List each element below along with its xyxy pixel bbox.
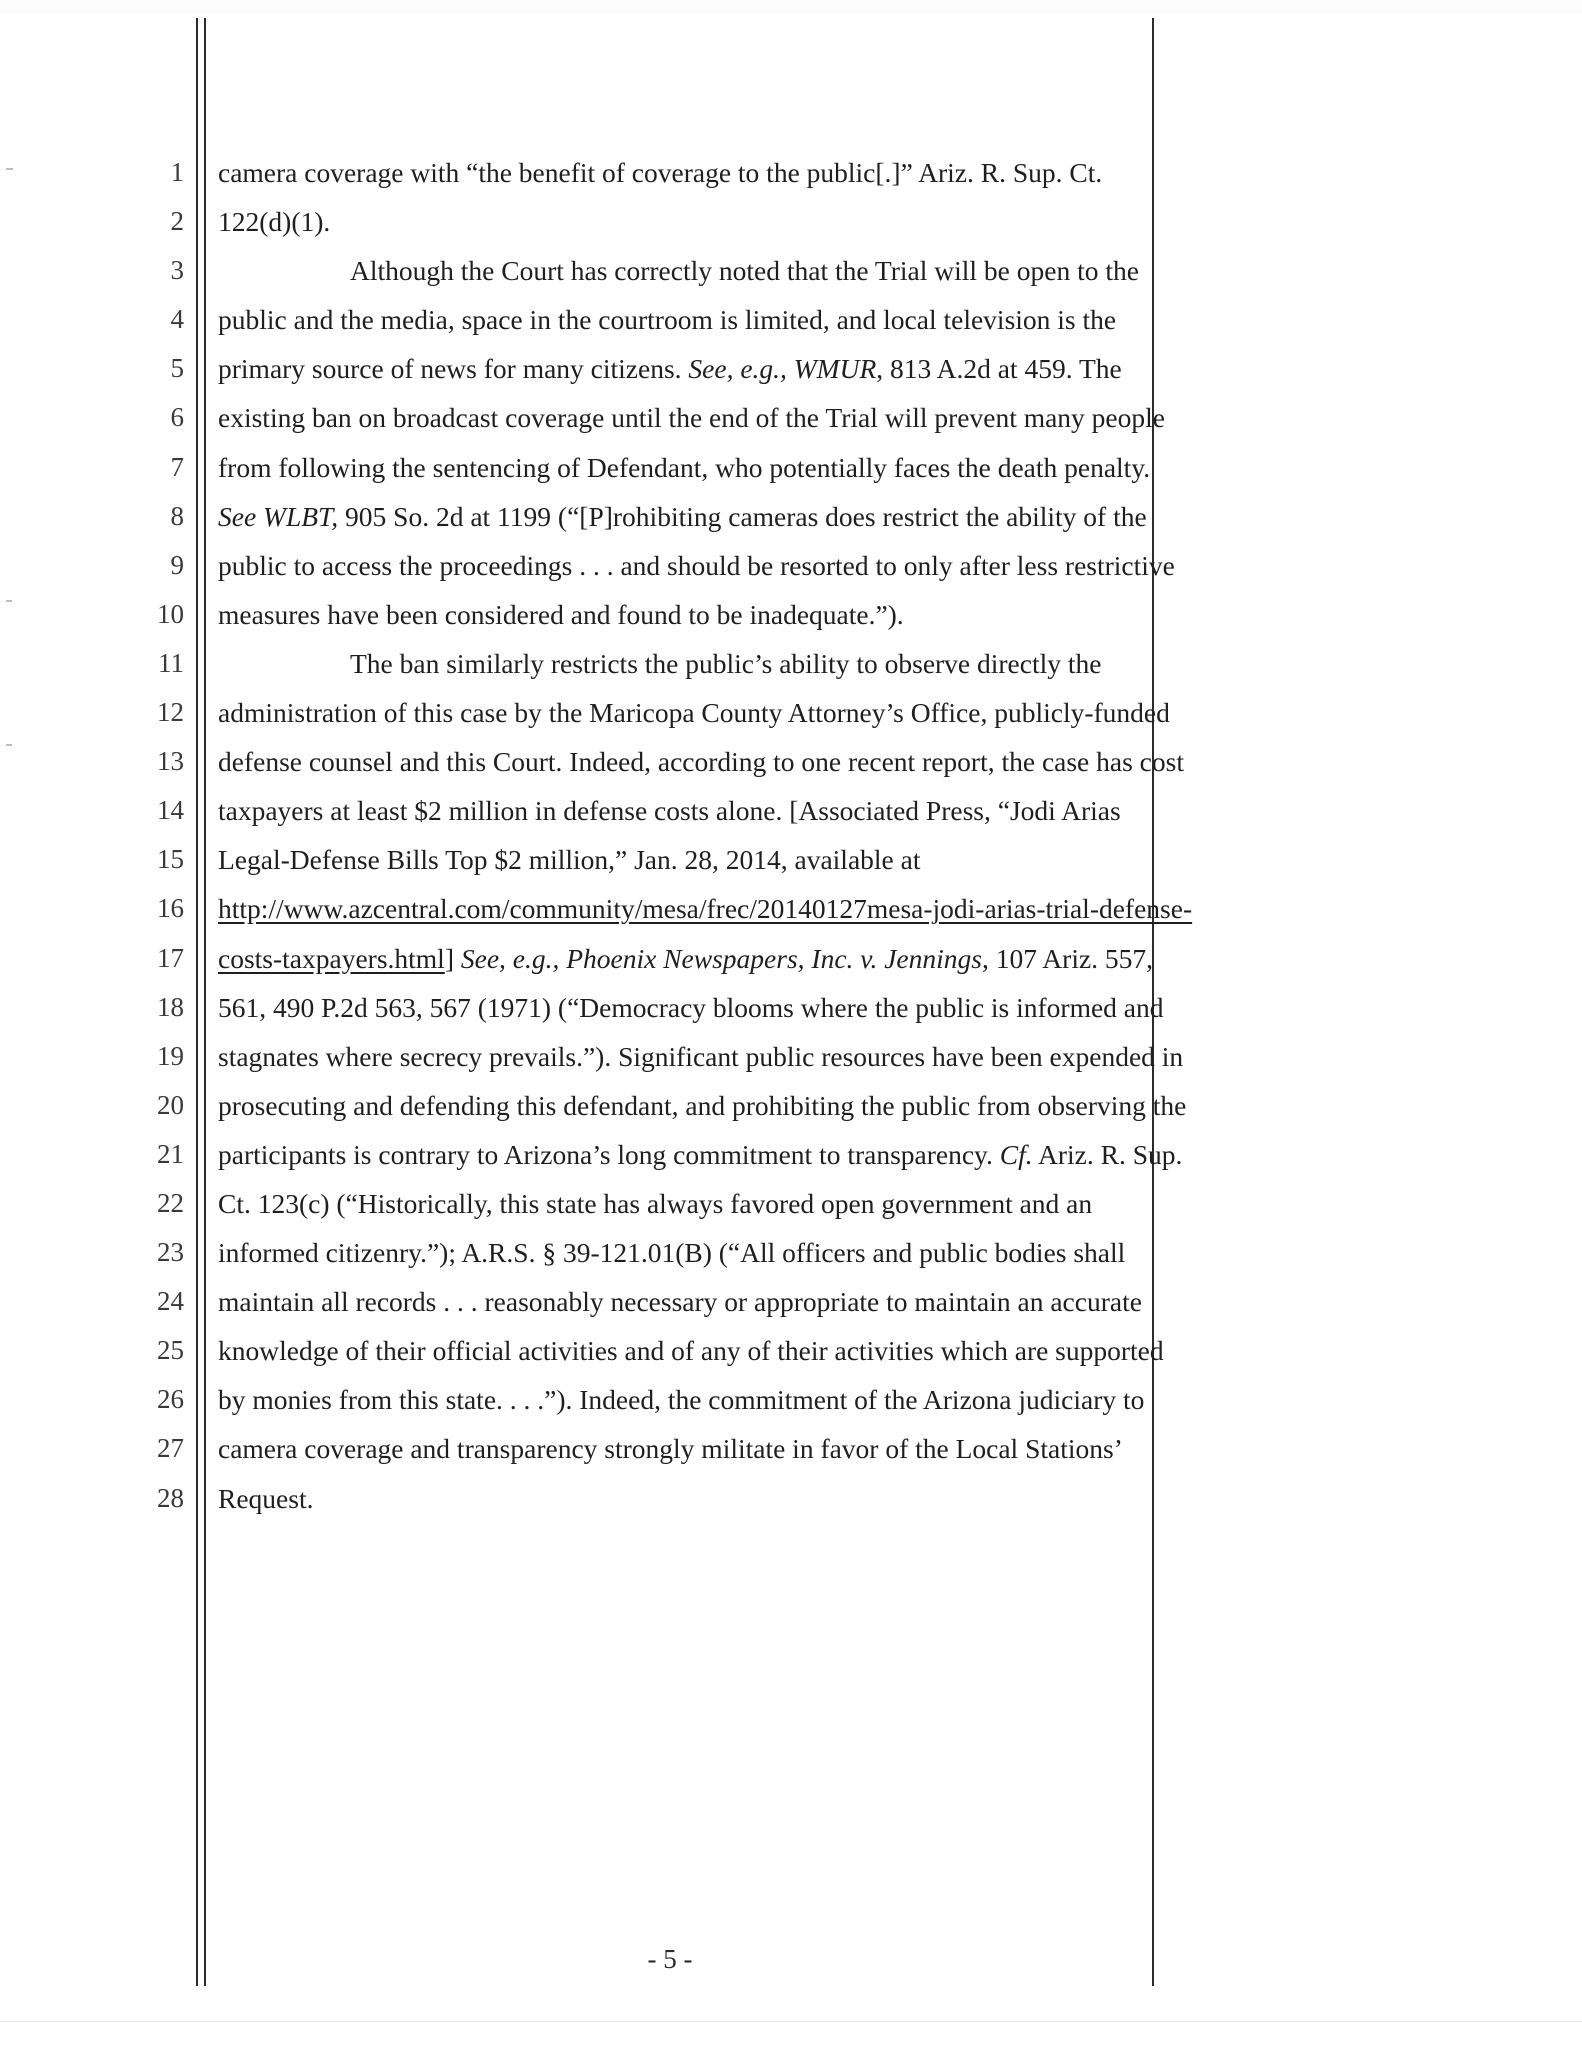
text-run: Ct. 123(c) (“Historically, this state has always favored open government and an <box>218 1187 1093 1219</box>
pleading-line <box>0 688 1582 737</box>
pleading-line <box>0 1081 1582 1130</box>
pleading-line <box>0 884 1582 933</box>
text-run: 122(d)(1). <box>218 206 331 238</box>
text-run: 905 So. 2d at 1199 (“[P]rohibiting cameras does restrict the ability of the <box>338 500 1147 532</box>
text-run: public and the media, space in the courtroom is limited, and local television is the <box>218 304 1117 336</box>
citation-italic: See WLBT, <box>218 500 339 532</box>
text-run: knowledge of their official activities and of any of their activities which are supported <box>218 1335 1164 1367</box>
line-text <box>218 737 1184 786</box>
line-number: 16 <box>157 893 184 924</box>
text-run: 561, 490 P.2d 563, 567 (1971) (“Democracy blooms where the public is informed and <box>218 991 1164 1023</box>
line-number: 23 <box>157 1237 184 1268</box>
line-number: 12 <box>157 697 184 728</box>
line-number: 8 <box>170 500 184 531</box>
pleading-line <box>0 541 1582 590</box>
line-number: 26 <box>157 1384 184 1415</box>
line-number: 3 <box>170 255 184 286</box>
text-run: ] <box>444 942 461 974</box>
pleading-line <box>0 246 1582 295</box>
line-text <box>218 1375 1145 1424</box>
line-text <box>218 344 1142 393</box>
text-run: , 107 Ariz. 557, <box>981 942 1154 974</box>
text-run: primary source of news for many citizens. <box>218 353 689 385</box>
line-number: 27 <box>157 1433 184 1464</box>
line-number: 13 <box>157 746 184 777</box>
line-text <box>218 639 1142 688</box>
text-run: , 813 A.2d at 459. The <box>876 353 1122 385</box>
line-text <box>218 197 1142 246</box>
pleading-line <box>0 1130 1582 1179</box>
line-number: 22 <box>157 1187 184 1218</box>
pleading-line <box>0 1228 1582 1277</box>
line-text <box>218 1474 1142 1523</box>
pleading-line <box>0 393 1582 442</box>
page-number-footer: - 5 - <box>647 1944 693 1974</box>
line-text <box>218 1081 1187 1130</box>
text-run: by monies from this state. . . .”). Indeed, the commitment of the Arizona judiciary to <box>218 1384 1145 1416</box>
pleading-line <box>0 590 1582 639</box>
line-number: 1 <box>170 157 184 187</box>
text-run: defense counsel and this Court. Indeed, according to one recent report, the case has cost <box>218 746 1184 778</box>
text-run: public to access the proceedings . . . and should be resorted to only after less restrictive <box>218 549 1175 581</box>
line-number: 21 <box>157 1138 184 1169</box>
line-text <box>218 246 1142 295</box>
line-text <box>218 148 1142 197</box>
line-text <box>218 443 1151 492</box>
pleading-line <box>0 934 1582 983</box>
pleading-line <box>0 1375 1582 1424</box>
pleading-line <box>0 1032 1582 1081</box>
text-run: administration of this case by the Maricopa County Attorney’s Office, publicly-funded <box>218 697 1170 729</box>
citation-italic: Cf. <box>999 1138 1033 1170</box>
line-number: 28 <box>157 1482 184 1513</box>
line-text <box>218 541 1175 590</box>
pleading-line <box>0 786 1582 835</box>
pleading-line <box>0 639 1582 688</box>
line-text <box>218 934 1154 983</box>
line-number: 10 <box>157 598 184 629</box>
line-number: 7 <box>170 451 184 482</box>
line-text <box>218 590 1142 639</box>
pleading-line <box>0 835 1582 884</box>
text-run: Legal-Defense Bills Top $2 million,” Jan. 28, 2014, available at <box>218 844 921 876</box>
line-text <box>218 884 1193 933</box>
pleading-line <box>0 1326 1582 1375</box>
line-number: 2 <box>170 206 184 237</box>
pleading-line <box>0 148 1582 197</box>
text-run: existing ban on broadcast coverage until the end of the Trial will prevent many people <box>218 402 1165 434</box>
text-run: Request. <box>218 1482 314 1514</box>
line-number: 6 <box>170 402 184 433</box>
citation-italic: See, e.g., Phoenix Newspapers, Inc. v. Jennings <box>460 942 982 974</box>
line-text <box>218 393 1165 442</box>
pleading-line <box>0 492 1582 541</box>
text-run: maintain all records . . . reasonably necessary or appropriate to maintain an accurate <box>218 1286 1142 1318</box>
line-text <box>218 1228 1142 1277</box>
line-text <box>218 688 1170 737</box>
line-number: 18 <box>157 991 184 1022</box>
line-text <box>218 492 1147 541</box>
pleading-line <box>0 295 1582 344</box>
line-number: 17 <box>157 942 184 973</box>
text-run: from following the sentencing of Defendant, who potentially faces the death penalty. <box>218 451 1151 483</box>
line-number: 14 <box>157 795 184 826</box>
line-text <box>218 1032 1184 1081</box>
line-text <box>218 983 1164 1032</box>
text-run: camera coverage and transparency strongly militate in favor of the Local Stations’ <box>218 1433 1123 1465</box>
line-number: 4 <box>170 304 184 335</box>
line-text <box>218 1424 1142 1473</box>
line-number: 24 <box>157 1286 184 1317</box>
line-number: 5 <box>170 353 184 384</box>
text-run: camera coverage with “the benefit of coverage to the public[.]” Ariz. R. Sup. Ct. <box>218 157 1103 188</box>
pleading-line <box>0 1424 1582 1473</box>
line-text <box>218 835 1142 884</box>
pleading-line <box>0 1277 1582 1326</box>
line-number: 11 <box>158 647 184 678</box>
line-text <box>218 1326 1164 1375</box>
line-number: 9 <box>170 549 184 580</box>
pleading-line <box>0 197 1582 246</box>
text-run: Although the Court has correctly noted that the Trial will be open to the <box>350 255 1139 287</box>
text-run: participants is contrary to Arizona’s long commitment to transparency. <box>218 1138 1000 1170</box>
text-run: informed citizenry.”); A.R.S. § 39-121.01(B) (“All officers and public bodies shall <box>218 1237 1126 1269</box>
line-number: 19 <box>157 1040 184 1071</box>
line-text <box>218 1130 1183 1179</box>
pleading-line <box>0 443 1582 492</box>
line-text <box>218 295 1142 344</box>
pleading-line <box>0 344 1582 393</box>
scan-edge-bottom <box>0 2021 1582 2048</box>
line-text <box>218 1277 1142 1326</box>
pleading-line <box>0 983 1582 1032</box>
pleading-line <box>0 1179 1582 1228</box>
line-number: 20 <box>157 1089 184 1120</box>
text-run: Ariz. R. Sup. <box>1032 1138 1183 1170</box>
line-text <box>218 1179 1142 1228</box>
text-run: taxpayers at least $2 million in defense costs alone. [Associated Press, “Jodi Arias <box>218 795 1121 827</box>
line-number: 25 <box>157 1335 184 1366</box>
text-run: stagnates where secrecy prevails.”). Significant public resources have been expended in <box>218 1040 1184 1072</box>
url-underlined: costs-taxpayers.html <box>218 942 445 974</box>
line-text <box>218 786 1142 835</box>
text-run: measures have been considered and found to be inadequate.”). <box>218 598 904 630</box>
pleading-line <box>0 737 1582 786</box>
line-number: 15 <box>157 844 184 875</box>
text-run: prosecuting and defending this defendant, and prohibiting the public from observing the <box>218 1089 1187 1121</box>
pleading-body <box>0 148 1582 1523</box>
pleading-line <box>0 1474 1582 1523</box>
url-underlined: http://www.azcentral.com/community/mesa/frec/20140127mesa-jodi-arias-trial-defense- <box>218 893 1193 925</box>
text-run: The ban similarly restricts the public’s ability to observe directly the <box>350 647 1102 679</box>
scan-edge-top <box>0 0 1582 14</box>
citation-italic: See, e.g., WMUR <box>688 353 877 385</box>
